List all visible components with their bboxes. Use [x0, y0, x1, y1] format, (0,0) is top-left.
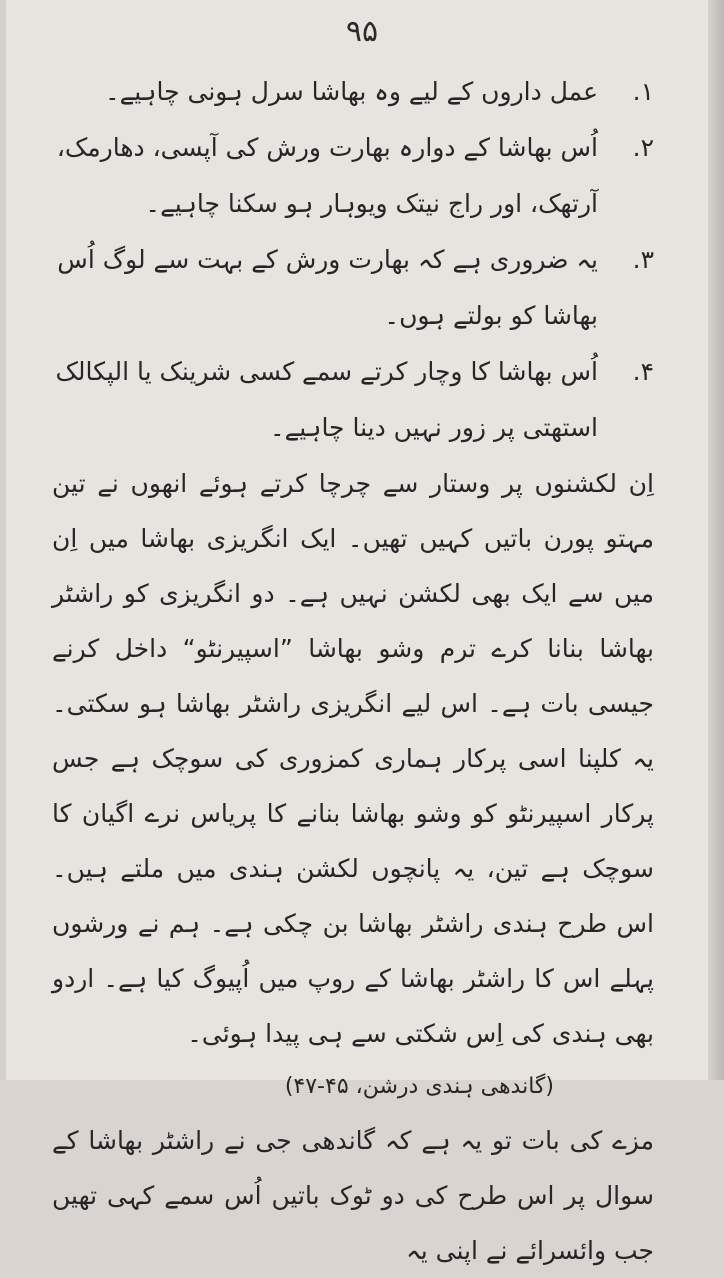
- list-text: یہ ضروری ہے کہ بھارت ورش کے بہت سے لوگ اُس بھاشا کو بولتے ہوں۔: [57, 245, 598, 330]
- list-text: اُس بھاشا کا وچار کرتے سمے کسی شرینک یا الپکالک استھتی پر زور نہیں دینا چاہیے۔: [55, 357, 598, 442]
- list-item: [52, 344, 654, 456]
- list-item: [52, 120, 654, 232]
- list-item: [52, 232, 654, 344]
- list-number: ۱.: [632, 77, 654, 106]
- list-text: عمل داروں کے لیے وہ بھاشا سرل ہونی چاہیے۔: [104, 77, 598, 106]
- list-number: ۳.: [632, 245, 654, 274]
- body-paragraph: مزے کی بات تو یہ ہے کہ گاندھی جی نے راشٹر بھاشا کے سوال پر اس طرح کی دو ٹوک باتیں اُس سمے کہی تھیں جب وائسرائے نے اپنی یہ: [52, 1126, 654, 1265]
- list-item: [52, 64, 654, 120]
- list-number: ۴.: [632, 357, 654, 386]
- list-text: اُس بھاشا کے دوارہ بھارت ورش کی آپسی، دھارمک، آرتھک، اور راج نیتک ویوہار ہو سکنا چاہیے۔: [56, 133, 598, 218]
- page-left-edge: [0, 0, 6, 1080]
- page-content: [52, 64, 654, 1278]
- citation: (گاندھی ہندی درشن، ۴۵-۴۷): [284, 1074, 554, 1099]
- list-number: ۲.: [632, 133, 654, 162]
- body-paragraph: اِن لکشنوں پر وستار سے چرچا کرتے ہوئے انھوں نے تین مہتو پورن باتیں کہیں تھیں۔ ایک انگریزی بھاشا میں اِن میں سے ایک بھی لکشن نہیں ہے۔ دو انگریزی کو راشٹر بھاشا بنانا کرے ترم وشو بھاشا ”اسپیرنٹو“ داخل کرنے جیسی بات ہے۔ اس لیے انگریزی راشٹر بھاشا ہو سکتی۔ یہ کلپنا اسی پرکار ہماری کمزوری کی سوچک ہے جس پرکار اسپیرنٹو کو وشو بھاشا بنانے کا پریاس نرے اگیان کا سوچک ہے تین، یہ پانچوں لکشن ہندی میں ملتے ہیں۔ اس طرح ہندی راشٹر بھاشا بن چکی ہے۔ ہم نے ورشوں پہلے اس کا راشٹر بھاشا کے روپ میں اُپیوگ کیا ہے۔ اردو بھی ہندی کی اِس شکتی سے ہی پیدا ہوئی۔: [52, 469, 654, 1048]
- page-right-edge: [708, 0, 724, 1080]
- page-number: ۹۵: [345, 14, 379, 49]
